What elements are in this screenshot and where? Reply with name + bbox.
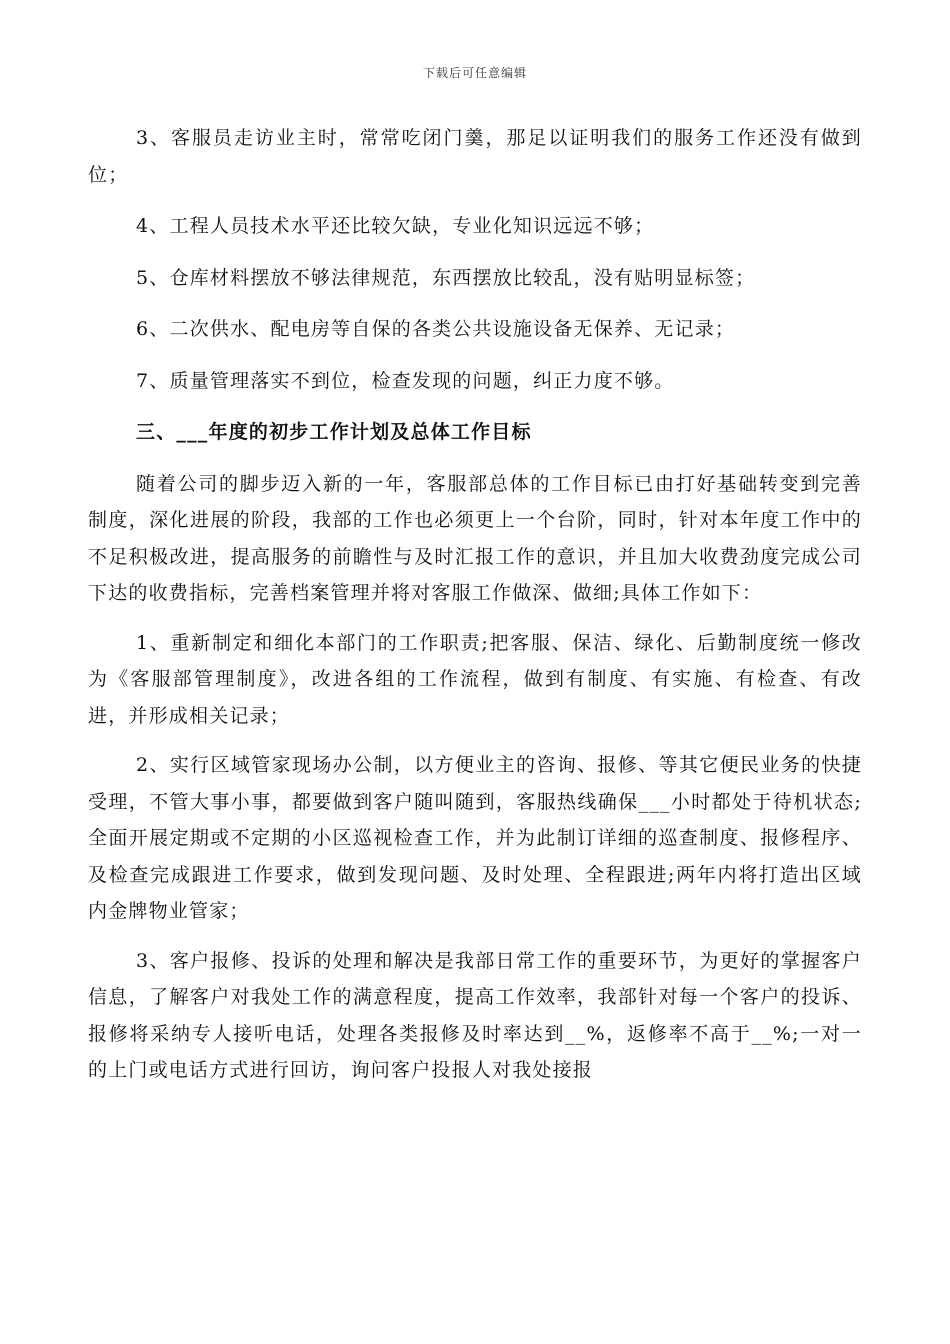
intro-paragraph: 随着公司的脚步迈入新的一年，客服部总体的工作目标已由打好基础转变到完善制度，深化进展的阶段，我部的工作也必须更上一个台阶，同时，针对本年度工作中的不足积极改进，提高服务的前瞻性与及时汇报工作的意识，并且加大收费劲度完成公司下达的收费指标，完善档案管理并将对客服工作做深、做细;具体工作如下：: [88, 472, 862, 604]
section-heading: 三、___年度的初步工作计划及总体工作目标: [136, 421, 532, 443]
plan-item-3: 3、客户报修、投诉的处理和解决是我部日常工作的重要环节，为更好的掌握客户信息，了解客户对我处工作的满意程度，提高工作效率，我部针对每一个客户的投诉、报修将采纳专人接听电话，处理各类报修及时率达到__%，返修率不高于__%;一对一的上门或电话方式进行回访，询问客户投报人对我处接报: [88, 949, 862, 1081]
plan-item-2: 2、实行区域管家现场办公制，以方便业主的咨询、报修、等其它便民业务的快捷受理，不管大事小事，都要做到客户随叫随到，客服热线确保___小时都处于待机状态;全面开展定期或不定期的小区巡视检查工作，并为此制订详细的巡查制度、报修程序、及检查完成跟进工作要求，做到发现问题、及时处理、全程跟进;两年内将打造出区域内金牌物业管家；: [88, 754, 862, 922]
header-note: 下载后可任意编辑: [422, 66, 527, 80]
issue-paragraph-3: 3、客服员走访业主时，常常吃闭门羹，那足以证明我们的服务工作还没有做到位；: [88, 127, 862, 186]
document-body: [88, 120, 862, 1089]
issue-paragraph-7: 7、质量管理落实不到位，检查发现的问题，纠正力度不够。: [136, 369, 675, 392]
issue-paragraph-6: 6、二次供水、配电房等自保的各类公共设施设备无保养、无记录；: [136, 318, 736, 340]
issue-paragraph-5: 5、仓库材料摆放不够法律规范，东西摆放比较乱，没有贴明显标签；: [136, 266, 756, 289]
plan-item-1: 1、重新制定和细化本部门的工作职责;把客服、保洁、绿化、后勤制度统一修改为《客服部管理制度》，改进各组的工作流程，做到有制度、有实施、有检查、有改进，并形成相关记录；: [88, 631, 862, 727]
issue-paragraph-4: 4、工程人员技术水平还比较欠缺，专业化知识远远不够；: [136, 215, 655, 237]
